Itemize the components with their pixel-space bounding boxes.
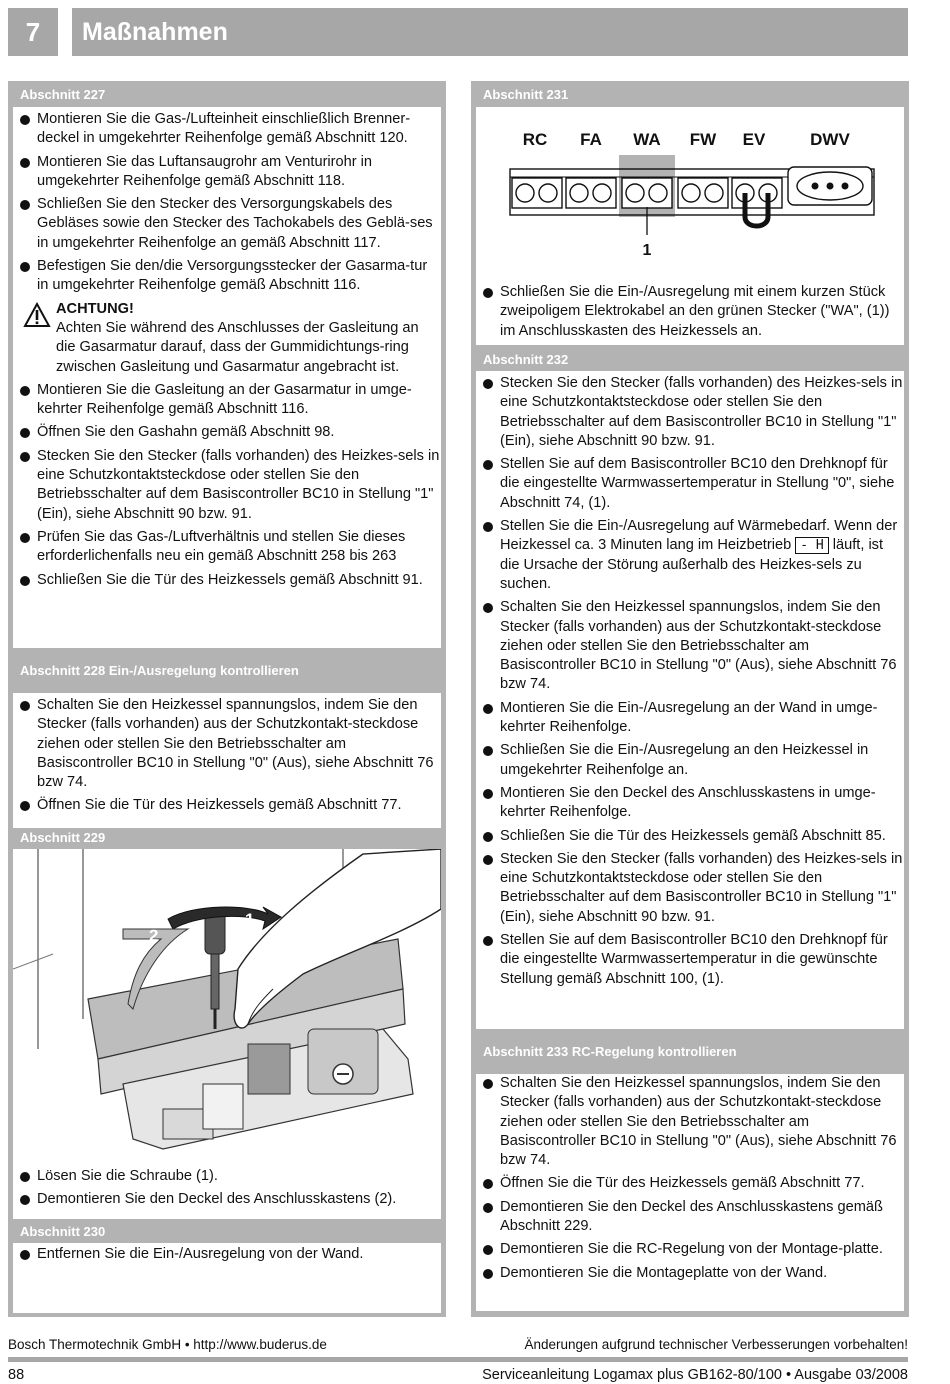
section-228-header: Abschnitt 228 Ein-/Ausregelung kontrollieren	[20, 662, 299, 678]
list-item: Montieren Sie den Deckel des Anschlusskastens in umge-kehrter Reihenfolge.	[476, 784, 904, 823]
list-item: Schließen Sie den Stecker des Versorgungskabels des Gebläses sowie den Stecker des Tachokabels des Geblä-ses in umgekehrter Reihenfolge an gemäß Abschnitt 117.	[13, 195, 441, 253]
section-227-header: Abschnitt 227	[20, 86, 106, 102]
display-item-text-pre: Stellen Sie die Ein-/Ausregelung auf Wärmebedarf. Wenn der Heizkessel ca. 3 Minuten lang im Heizbetrieb	[500, 518, 898, 554]
list-item: Montieren Sie die Ein-/Ausregelung an der Wand in umge-kehrter Reihenfolge.	[476, 699, 904, 738]
warning-title: ACHTUNG!	[56, 300, 134, 317]
list-item: Montieren Sie das Luftansaugrohr am Venturirohr in umgekehrter Reihenfolge gemäß Abschnitt 118.	[13, 153, 441, 192]
footer-rule	[8, 1357, 908, 1362]
section-232-body	[476, 371, 904, 1029]
list-item: Stecken Sie den Stecker (falls vorhanden) des Heizkes-sels in eine Schutzkontaktsteckdose oder stellen Sie den Betriebsschalter auf dem Basiscontroller BC10 in Stellung "1" (Ein), siehe Abschnitt 90 bzw. 91.	[476, 374, 904, 451]
list-item: Stecken Sie den Stecker (falls vorhanden) des Heizkes-sels in eine Schutzkontaktsteckdose oder stellen Sie den Betriebsschalter auf dem Basiscontroller BC10 in Stellung "1" (Ein), siehe Abschnitt 90 bzw. 91.	[476, 850, 904, 927]
list-item: Schalten Sie den Heizkessel spannungslos, indem Sie den Stecker (falls vorhanden) aus der Schutzkontakt-steckdose ziehen oder stellen Sie den Betriebsschalter am Basiscontroller BC10 in Stellung "0" (Aus), siehe Abschnitt 76 bzw 74.	[13, 696, 441, 792]
section-232-header: Abschnitt 232	[483, 351, 569, 367]
junction-box-cover-illustration	[13, 849, 441, 1154]
footer-bottom	[8, 1367, 908, 1383]
list-item: Stellen Sie auf dem Basiscontroller BC10 den Drehknopf für die eingestellte Warmwassertemperatur in die gewünschte Stellung gemäß Abschnitt 100, (1).	[476, 931, 904, 989]
list-item: Demontieren Sie die RC-Regelung von der Montage-platte.	[476, 1240, 904, 1259]
footer-company: Bosch Thermotechnik GmbH • http://www.buderus.de	[8, 1337, 327, 1352]
callout-2: 2	[149, 926, 159, 945]
document-title: Serviceanleitung Logamax plus GB162-80/100 • Ausgabe 03/2008	[482, 1367, 908, 1383]
list-item	[476, 517, 904, 594]
page-number: 88	[8, 1367, 25, 1383]
display-item-text-post: läuft, ist die Ursache der Störung außerhalb des Heizkes-sels zu suchen.	[500, 537, 884, 592]
warning-block	[13, 300, 441, 377]
terminal-strip-diagram	[476, 107, 904, 267]
warning-text: Achten Sie während des Anschlusses der Gasleitung an die Gasarmatur darauf, dass der Gummidichtungs-ring zwischen Gasleitung und Gasarmatur angebracht ist.	[56, 319, 419, 375]
section-227-body	[13, 107, 441, 648]
terminal-label-fw: FW	[689, 130, 717, 149]
section-230-body	[13, 1243, 441, 1313]
list-item: Öffnen Sie die Tür des Heizkessels gemäß Abschnitt 77.	[476, 1174, 904, 1193]
list-item: Schalten Sie den Heizkessel spannungslos, indem Sie den Stecker (falls vorhanden) aus der Schutzkontakt-steckdose ziehen oder stellen Sie den Betriebsschalter am Basiscontroller BC10 in Stellung "0" (Aus), siehe Abschnitt 76 bzw 74.	[476, 1074, 904, 1170]
terminal-label-rc: RC	[522, 130, 548, 149]
list-item: Montieren Sie die Gas-/Lufteinheit einschließlich Brenner-deckel in umgekehrter Reihenfolge gemäß Abschnitt 120.	[13, 110, 441, 149]
list-item: Schließen Sie die Tür des Heizkessels gemäß Abschnitt 85.	[476, 827, 904, 846]
list-item: Schließen Sie die Tür des Heizkessels gemäß Abschnitt 91.	[13, 571, 441, 590]
section-229-header: Abschnitt 229	[20, 829, 106, 845]
right-column	[471, 81, 909, 1317]
section-231-header: Abschnitt 231	[483, 86, 569, 102]
list-item: Schalten Sie den Heizkessel spannungslos, indem Sie den Stecker (falls vorhanden) aus der Schutzkontakt-steckdose ziehen oder stellen Sie den Betriebsschalter am Basiscontroller BC10 in Stellung "0" (Aus), siehe Abschnitt 76 bzw 74.	[476, 598, 904, 694]
section-227-list-b	[13, 381, 441, 590]
callout-1: 1	[642, 242, 652, 259]
list-item: Öffnen Sie den Gashahn gemäß Abschnitt 98.	[13, 423, 441, 442]
list-item: Befestigen Sie den/die Versorgungsstecker der Gasarma-tur in umgekehrter Reihenfolge gemäß Abschnitt 116.	[13, 257, 441, 296]
list-item: Lösen Sie die Schraube (1).	[13, 1167, 441, 1186]
list-item: Stellen Sie auf dem Basiscontroller BC10 den Drehknopf für die eingestellte Warmwassertemperatur in Stellung "0", siehe Abschnitt 74, (1).	[476, 455, 904, 513]
left-column	[8, 81, 446, 1317]
list-item: Demontieren Sie die Montageplatte von der Wand.	[476, 1264, 904, 1283]
section-233-body	[476, 1074, 904, 1311]
section-227-list-a	[13, 110, 441, 296]
section-233-header: Abschnitt 233 RC-Regelung kontrollieren	[483, 1043, 737, 1059]
chapter-title: Maßnahmen	[72, 8, 908, 56]
chapter-number: 7	[8, 8, 58, 56]
warning-triangle-icon	[23, 302, 51, 334]
section-228-body	[13, 693, 441, 828]
list-item: Demontieren Sie den Deckel des Anschlusskastens gemäß Abschnitt 229.	[476, 1198, 904, 1237]
section-231-body	[476, 107, 904, 345]
terminal-label-ev: EV	[742, 130, 766, 149]
display-code: - H	[795, 537, 828, 554]
terminal-label-dwv: DWV	[810, 130, 850, 149]
terminal-label-fa: FA	[580, 130, 602, 149]
list-item: Prüfen Sie das Gas-/Luftverhältnis und stellen Sie dieses erforderlichenfalls neu ein gemäß Abschnitt 258 bis 263	[13, 528, 441, 567]
list-item: Öffnen Sie die Tür des Heizkessels gemäß Abschnitt 77.	[13, 796, 441, 815]
footer-top	[8, 1337, 908, 1352]
list-item: Montieren Sie die Gasleitung an der Gasarmatur in umge-kehrter Reihenfolge gemäß Abschnitt 116.	[13, 381, 441, 420]
list-item: Stecken Sie den Stecker (falls vorhanden) des Heizkes-sels in eine Schutzkontaktsteckdose oder stellen Sie den Betriebsschalter auf dem Basiscontroller BC10 in Stellung "1" (Ein), siehe Abschnitt 90 bzw. 91.	[13, 447, 441, 524]
footer-disclaimer: Änderungen aufgrund technischer Verbesserungen vorbehalten!	[524, 1337, 908, 1352]
section-229-body	[13, 849, 441, 1219]
list-item: Demontieren Sie den Deckel des Anschlusskastens (2).	[13, 1190, 441, 1209]
terminal-label-wa: WA	[633, 130, 661, 149]
callout-1: 1	[245, 910, 255, 929]
list-item: Entfernen Sie die Ein-/Ausregelung von der Wand.	[13, 1245, 441, 1264]
section-230-header: Abschnitt 230	[20, 1223, 106, 1239]
list-item: Schließen Sie die Ein-/Ausregelung an den Heizkessel in umgekehrter Reihenfolge an.	[476, 741, 904, 780]
list-item: Schließen Sie die Ein-/Ausregelung mit einem kurzen Stück zweipoligem Elektrokabel an den grünen Stecker ("WA", (1)) im Anschlusskasten des Heizkessels an.	[476, 283, 904, 341]
